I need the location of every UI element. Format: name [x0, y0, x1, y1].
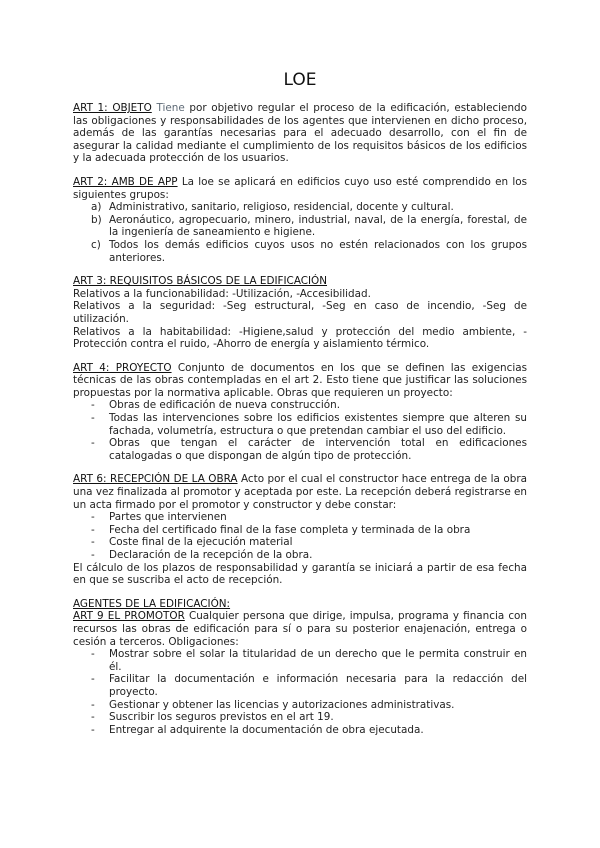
list-marker: a) — [91, 201, 102, 214]
list-item: - Gestionar y obtener las licencias y autorizaciones administrativas. — [109, 699, 527, 712]
list-item: - Obras de edificación de nueva construcción. — [109, 399, 527, 412]
art3-line: Relativos a la funcionabilidad: -Utilización, -Accesibilidad. — [73, 287, 371, 300]
art2-paragraph — [73, 176, 527, 201]
list-item — [91, 238, 527, 264]
section-agentes — [73, 598, 527, 737]
section-art6 — [73, 473, 527, 586]
list-item: - Fecha del certificado final de la fase completa y terminada de la obra — [109, 524, 527, 537]
list-item: - Declaración de la recepción de la obra. — [109, 549, 527, 562]
art4-heading: ART 4: PROYECTO — [73, 361, 172, 374]
art4-paragraph — [73, 362, 527, 400]
list-item — [91, 213, 527, 239]
art6-paragraph — [73, 473, 527, 511]
list-item: - Entregar al adquirente la documentación de obra ejecutada. — [109, 724, 527, 737]
list-item-text: Todos los demás edificios cuyos usos no estén relacionados con los grupos anteriores. — [109, 238, 527, 264]
art2-list — [73, 201, 527, 264]
art4-list — [73, 399, 527, 462]
art6-heading: ART 6: RECEPCIÓN DE LA OBRA — [73, 473, 238, 486]
list-item: - Todas las intervenciones sobre los edificios existentes siempre que alteren su fachada, volumetría, estructura o que pretendan cambiar el uso del edificio. — [109, 412, 527, 437]
art3-line: Relativos a la habitabilidad: -Higiene,salud y protección del medio ambiente, -Protección contra el ruido, -Ahorro de energía y aislamiento térmico. — [73, 325, 527, 351]
agentes-heading-line — [73, 598, 527, 611]
page-title: LOE — [283, 70, 317, 90]
section-art2 — [73, 176, 527, 264]
list-marker: b) — [91, 213, 102, 226]
list-item: - Obras que tengan el carácter de intervención total en edificaciones catalogadas o que dispongan de algún tipo de protección. — [109, 437, 527, 462]
section-art4 — [73, 362, 527, 463]
art6-text: Acto por el cual el constructor hace entrega de la obra una vez finalizada al promotor y aceptada por este. La recepción deberá registrarse en un acta firmado por el promotor y constructor y debe constar: — [73, 473, 527, 511]
list-item: - Partes que intervienen — [109, 511, 527, 524]
art9-heading: ART 9 EL PROMOTOR — [73, 610, 185, 623]
art1-text: por objetivo regular el proceso de la edificación, estableciendo las obligaciones y responsabilidades de los agentes que intervienen en dicho proceso, además de las garantías necesarias para el adecuado desarrollo, con el fin de asegurar la calidad mediante el cumplimiento de los requisitos básicos de los edificios y la adecuada protección de los usuarios. — [73, 102, 527, 165]
list-item-text: Administrativo, sanitario, religioso, residencial, docente y cultural. — [109, 201, 454, 214]
art1-paragraph — [73, 102, 527, 165]
list-item: - Mostrar sobre el solar la titularidad de un derecho que le permita construir en él. — [109, 648, 527, 673]
art3-line: Relativos a la seguridad: -Seg estructural, -Seg en caso de incendio, -Seg de utilización. — [73, 300, 527, 325]
art1-text-intro: Tiene — [156, 102, 185, 114]
section-art1 — [73, 102, 527, 165]
art9-text: Cualquier persona que dirige, impulsa, programa y financia con recursos las obras de edificación para sí o para su posterior enajenación, entrega o cesión a terceros. Obligaciones: — [73, 610, 527, 648]
art3-heading: ART 3: REQUISITOS BÁSICOS DE LA EDIFICACIÓN — [73, 275, 328, 288]
list-item: - Facilitar la documentación e información necesaria para la redacción del proyecto. — [109, 673, 527, 698]
agentes-heading: AGENTES DE LA EDIFICACIÓN: — [73, 597, 231, 610]
art3-heading-line — [73, 275, 527, 288]
art6-list — [73, 511, 527, 561]
art2-heading: ART 2: AMB DE APP — [73, 175, 178, 188]
art6-closing: El cálculo de los plazos de responsabilidad y garantía se iniciará a partir de esa fecha en que se suscriba el acto de recepción. — [73, 561, 527, 587]
art1-heading: ART 1: OBJETO — [73, 102, 152, 114]
list-item: - Suscribir los seguros previstos en el art 19. — [109, 711, 527, 724]
list-item: - Coste final de la ejecución material — [109, 536, 527, 549]
list-item-text: Aeronáutico, agropecuario, minero, industrial, naval, de la energía, forestal, de la ingeniería de saneamiento e higiene. — [109, 213, 527, 239]
art9-paragraph — [73, 610, 527, 648]
list-item — [91, 201, 527, 214]
art9-list — [73, 648, 527, 736]
list-marker: c) — [91, 238, 101, 251]
art4-text: Conjunto de documentos en los que se definen las exigencias técnicas de las obras contempladas en el art 2. Esto tiene que justificar las soluciones propuestas por la normativa aplicable. Obras que requieren un proyecto: — [73, 361, 527, 399]
art2-text: La loe se aplicará en edificios cuyo uso esté comprendido en los siguientes grupos: — [73, 175, 527, 201]
section-art3 — [73, 275, 527, 351]
